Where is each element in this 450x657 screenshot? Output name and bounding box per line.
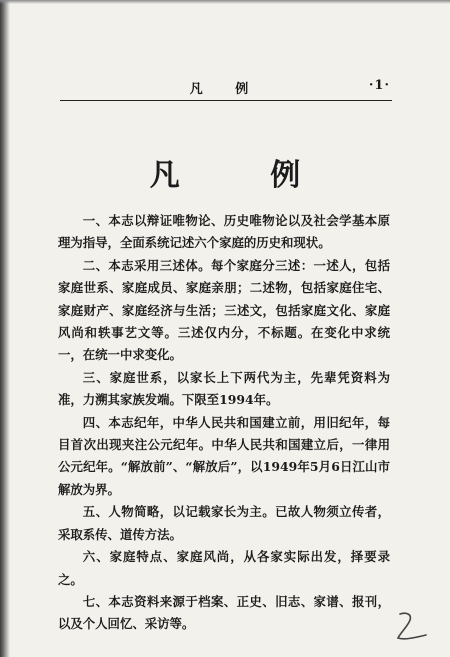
paragraph-4: 四、本志纪年，中华人民共和国建立前，用旧纪年，每目首次出现夹注公元纪年。中华人民共和国建立后，一律用公元纪年。“解放前”、“解放后”，以1949年5月6日江山市解放为界。: [58, 414, 390, 497]
header-rule: [60, 100, 392, 101]
paragraph-2: 二、本志采用三述体。每个家庭分三述：一述人，包括家庭世系、家庭成员、家庭亲朋；二述物，包括家庭住宅、家庭财产、家庭经济与生活；三述文，包括家庭文化、家庭风尚和轶事艺文等。三述仅内分，不标题。在变化中求统一，在统一中求变化。: [58, 257, 390, 363]
paragraph-5: 五、人物简略，以记载家长为主。已故人物须立传者，采取系传、道传方法。: [58, 504, 390, 542]
paragraph-1: 一、本志以辩证唯物论、历史唯物论以及社会学基本原理为指导，全面系统记述六个家庭的历史和现状。: [58, 213, 390, 251]
paragraph-6: 六、家庭特点、家庭风尚，从各家实际出发，择要录之。: [58, 549, 390, 587]
running-title: 凡 例: [189, 82, 263, 97]
scan-shadow-left: [0, 0, 10, 657]
body-text: [58, 210, 390, 636]
page-title: 凡 例: [149, 158, 341, 193]
paragraph-7: 七、本志资料来源于档案、正史、旧志、家谱、报刊，以及个人回忆、采访等。: [58, 593, 390, 632]
scan-shadow-top: [0, 0, 450, 4]
paragraph-3: 三、家庭世系，以家长上下两代为主，先辈凭资料为准，力溯其家族发端。下限至1994年。: [58, 369, 390, 408]
page-number: ·1·: [368, 78, 390, 93]
handwritten-pencil-mark-icon: [392, 608, 432, 644]
page-header: [62, 78, 390, 98]
